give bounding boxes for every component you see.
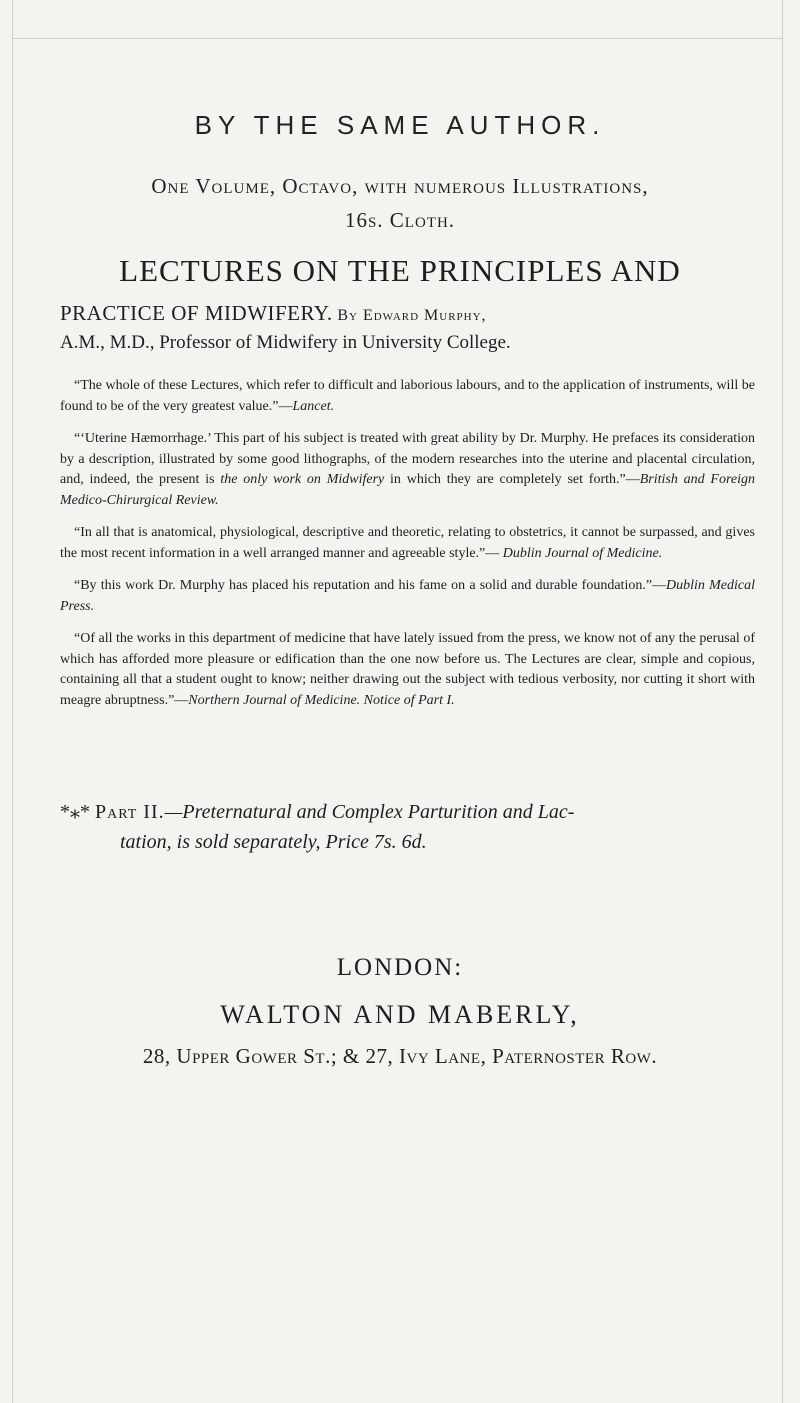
book-title-line-2: PRACTICE OF MIDWIFERY. (60, 301, 333, 325)
review-lancet (60, 376, 755, 417)
part-two-notice (60, 797, 755, 857)
price-line: 16s. Cloth. (344, 208, 456, 232)
top-margin-line (12, 38, 782, 39)
review-northern-journal (60, 629, 755, 711)
review-text: in which they are completely set forth.”— (384, 472, 640, 487)
page-heading: BY THE SAME AUTHOR. (194, 110, 606, 140)
imprint-city: LONDON: (336, 954, 464, 981)
review-source: Lancet. (292, 398, 335, 414)
review-text: “‘Uterine Hæmorrhage.’ This part of his subject is treated with great ability by Dr. Murphy. He prefaces its consideration by a description, illustrated by some good lithographs, of the modern researches into the uterine and placental circulation, and, indeed, the present is (60, 431, 755, 487)
imprint-publisher: WALTON AND MABERLY, (220, 1000, 580, 1029)
review-dublin-journal (60, 523, 755, 564)
author-byline: By Edward Murphy, (337, 307, 487, 324)
review-text: “By this work Dr. Murphy has placed his reputation and his fame on a solid and durable foundation.”— (74, 578, 667, 593)
book-title-continued (60, 300, 760, 356)
review-emphasis: the only work on Midwifery (220, 472, 385, 487)
part-description-1: —Preternatural and Complex Parturition and Lac- (164, 801, 575, 823)
review-source: Dublin Journal of Medicine. (502, 545, 663, 561)
right-margin-line (782, 0, 783, 1403)
review-dublin-press (60, 576, 755, 617)
part-description-2: tation, is sold separately, Price 7s. 6d. (120, 831, 427, 853)
review-source: Northern Journal of Medicine. Notice of Part I. (188, 692, 455, 708)
asterism-mark: *⁎* (60, 801, 95, 823)
author-credentials: A.M., M.D., Professor of Midwifery in University College. (60, 332, 511, 353)
review-source: Dublin Medical Press. (60, 578, 755, 614)
review-text: “In all that is anatomical, physiological, descriptive and theoretic, relating to obstetrics, it cannot be surpassed, and gives the most recent information in a well arranged manner and agreeable style.”— (60, 525, 755, 561)
left-margin-line (12, 0, 13, 1403)
edition-line: One Volume, Octavo, with numerous Illustrations, (151, 174, 649, 198)
review-source: British and Foreign Medico-Chirurgical Review. (60, 472, 756, 508)
book-title-line-1: LECTURES ON THE PRINCIPLES AND (119, 253, 681, 288)
review-quotes (60, 376, 755, 723)
imprint-address: 28, Upper Gower St.; & 27, Ivy Lane, Paternoster Row. (142, 1044, 658, 1068)
part-label: Part II. (95, 801, 165, 823)
review-text: “Of all the works in this department of medicine that have lately issued from the press, we know not of any the perusal of which has afforded more pleasure or edification than the one now before us. The Lectures are clear, simple and copious, containing all that a student ought to know; neither drawing out the subject with tedious verbosity, nor cutting it short with meagre abruptness.”— (60, 631, 755, 708)
review-text: “The whole of these Lectures, which refer to difficult and laborious labours, and to the application of instruments, will be found to be of the very greatest value.”— (60, 378, 755, 414)
review-british-foreign (60, 429, 755, 511)
